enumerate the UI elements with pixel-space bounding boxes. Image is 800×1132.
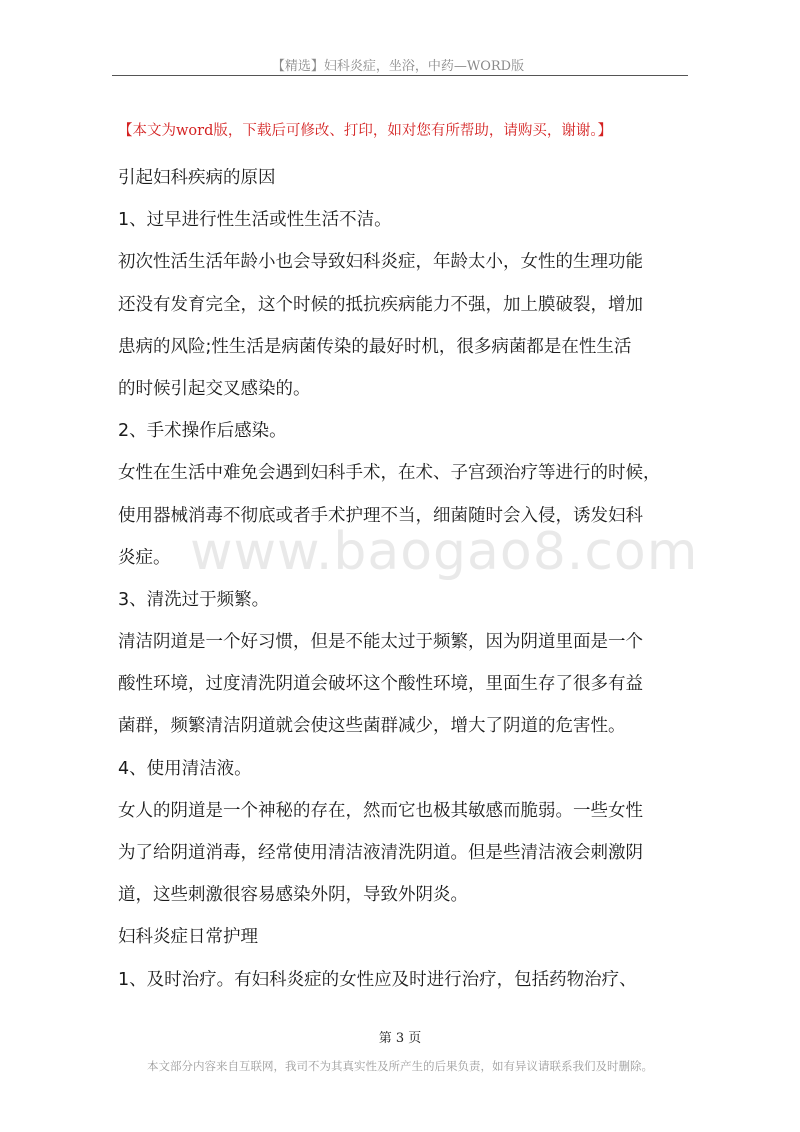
section-heading: 引起妇科疾病的原因 — [118, 168, 276, 188]
paragraph-line: 女人的阴道是一个神秘的存在，然而它也极其敏感而脆弱。一些女性 — [118, 800, 643, 821]
paragraph-line: 炎症。 — [118, 547, 171, 568]
header-divider — [112, 75, 688, 76]
item-heading: 2、手术操作后感染。 — [118, 421, 287, 442]
paragraph-line: 酸性环境，过度清洗阴道会破坏这个酸性环境，里面生存了很多有益 — [118, 674, 643, 695]
paragraph-line: 还没有发育完全，这个时候的抵抗疾病能力不强，加上膜破裂，增加 — [118, 294, 643, 315]
page-number: 第 3 页 — [378, 1031, 422, 1046]
footer-disclaimer: 本文部分内容来自互联网，我司不为其真实性及所产生的后果负责，如有异议请联系我们及时删除。 — [147, 1059, 653, 1073]
purchase-notice: 【本文为word版，下载后可修改、打印，如对您有所帮助，请购买，谢谢。】 — [118, 123, 613, 139]
paragraph-line: 患病的风险;性生活是病菌传染的最好时机，很多病菌都是在性生活 — [118, 336, 632, 357]
page-header-title: 【精选】妇科炎症，坐浴，中药—WORD版 — [271, 59, 525, 74]
document-body — [118, 168, 699, 1014]
paragraph-line: 道，这些刺激很容易感染外阴，导致外阴炎。 — [118, 885, 468, 906]
paragraph-line: 为了给阴道消毒，经常使用清洁液清洗阴道。但是些清洁液会刺激阴 — [118, 843, 643, 863]
paragraph-line: 初次性活生活年龄小也会导致妇科炎症，年龄太小，女性的生理功能 — [118, 252, 643, 273]
section-heading: 妇科炎症日常护理 — [118, 927, 258, 948]
paragraph-line: 菌群，频繁清洁阴道就会使这些菌群减少，增大了阴道的危害性。 — [118, 716, 626, 737]
paragraph-line: 使用器械消毒不彻底或者手术护理不当，细菌随时会入侵，诱发妇科 — [118, 505, 643, 526]
item-heading: 3、清洗过于频繁。 — [118, 589, 270, 610]
paragraph-line: 清洁阴道是一个好习惯，但是不能太过于频繁，因为阴道里面是一个 — [118, 632, 643, 653]
paragraph-line: 女性在生活中难免会遇到妇科手术，在术、子宫颈治疗等进行的时候， — [118, 463, 661, 484]
item-heading: 4、使用清洁液。 — [118, 758, 252, 779]
item-heading: 1、过早进行性生活或性生活不洁。 — [118, 210, 392, 231]
paragraph-line: 的时候引起交叉感染的。 — [118, 378, 311, 399]
watermark-text: www.baogao8.com — [190, 522, 699, 582]
paragraph-line: 1、及时治疗。有妇科炎症的女性应及时进行治疗，包括药物治疗、 — [118, 969, 637, 990]
